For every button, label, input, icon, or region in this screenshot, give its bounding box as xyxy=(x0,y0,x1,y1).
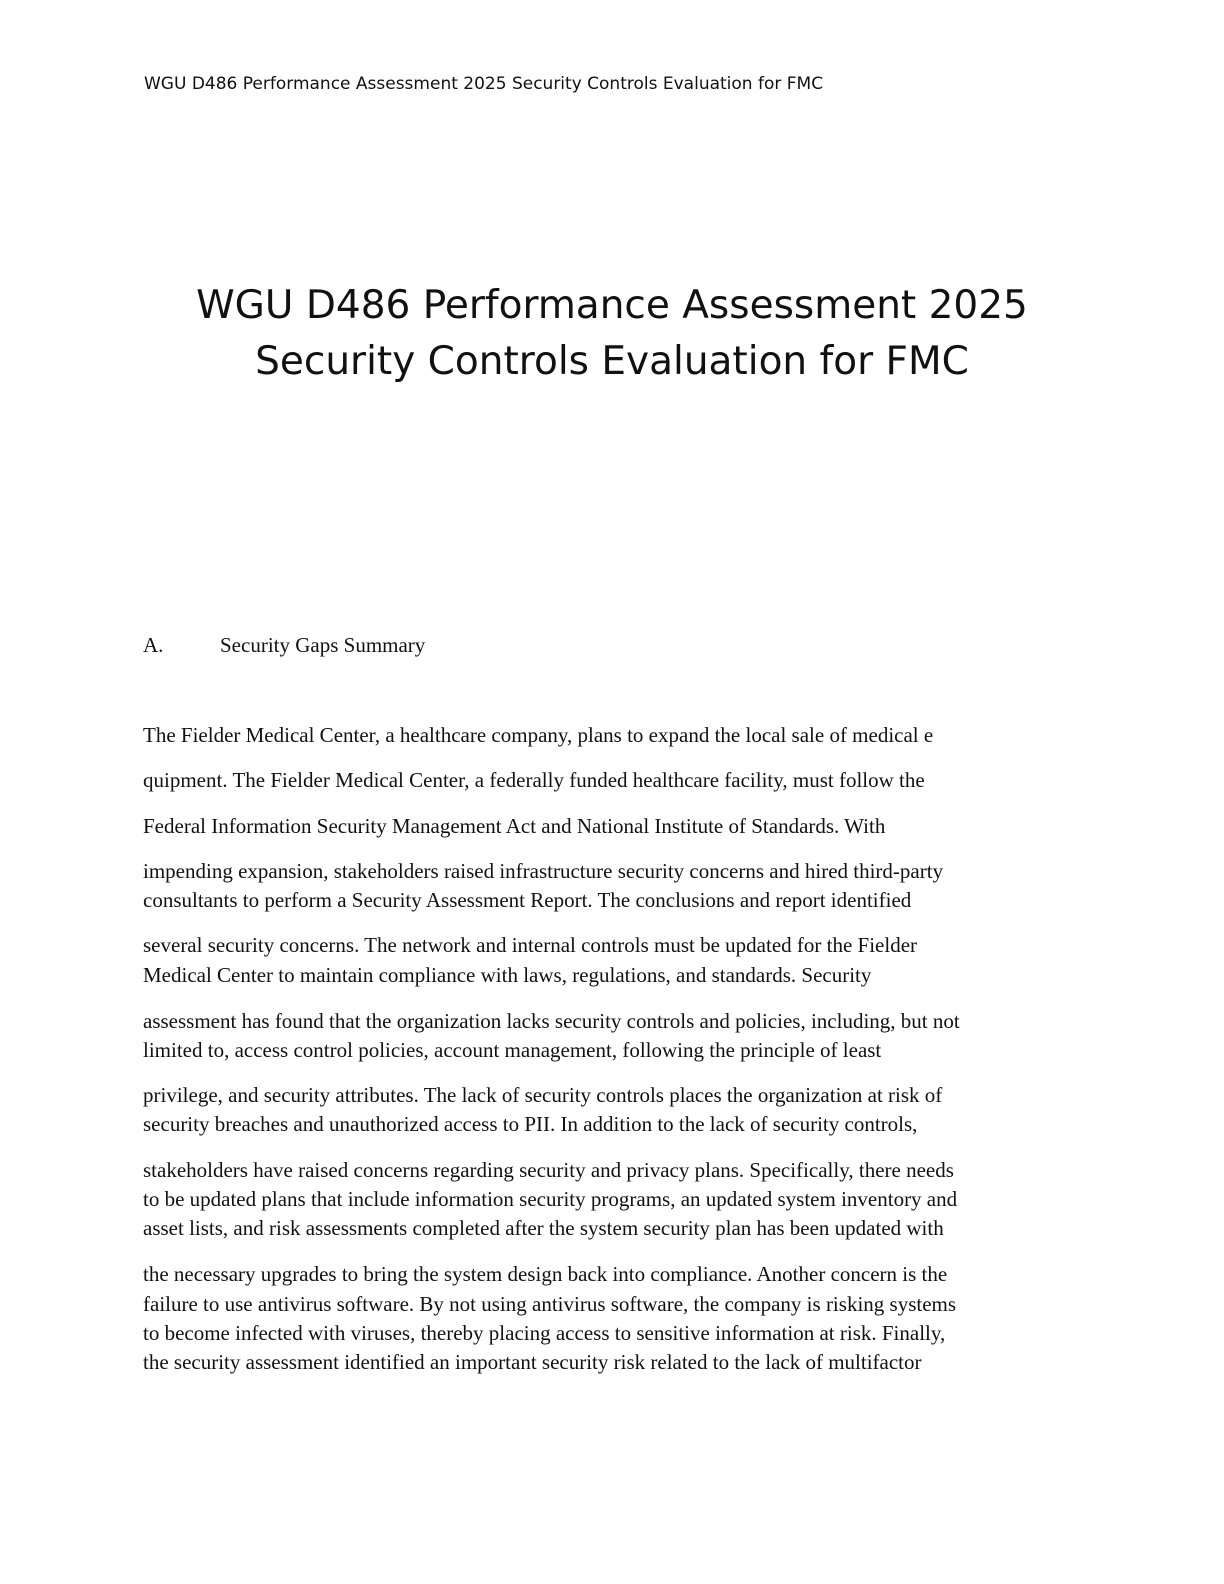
running-header: WGU D486 Performance Assessment 2025 Security Controls Evaluation for FMC xyxy=(144,74,824,94)
body-line: The Fielder Medical Center, a healthcare company, plans to expand the local sale of medical e xyxy=(143,723,934,747)
body-line: assessment has found that the organization lacks security controls and policies, including, but not xyxy=(143,1009,960,1033)
body-line: the necessary upgrades to bring the system design back into compliance. Another concern is the xyxy=(143,1262,948,1286)
body-line: to be updated plans that include information security programs, an updated system inventory and xyxy=(143,1187,958,1211)
body-line: privilege, and security attributes. The lack of security controls places the organization at risk of xyxy=(143,1083,943,1107)
body-line: quipment. The Fielder Medical Center, a federally funded healthcare facility, must follow the xyxy=(143,768,925,792)
body-line: consultants to perform a Security Assessment Report. The conclusions and report identified xyxy=(143,888,912,912)
body-line: Medical Center to maintain compliance with laws, regulations, and standards. Security xyxy=(143,963,872,987)
body-line: to become infected with viruses, thereby placing access to sensitive information at risk. Finally, xyxy=(143,1321,946,1345)
section-letter: A. xyxy=(143,633,164,657)
body-line: several security concerns. The network and internal controls must be updated for the Fielder xyxy=(143,933,918,957)
document-title-line-2: Security Controls Evaluation for FMC xyxy=(255,339,969,384)
section-label: Security Gaps Summary xyxy=(220,633,426,657)
body-line: impending expansion, stakeholders raised infrastructure security concerns and hired third-party xyxy=(143,859,944,883)
body-line: security breaches and unauthorized access to PII. In addition to the lack of security controls, xyxy=(143,1112,918,1136)
body-line: stakeholders have raised concerns regarding security and privacy plans. Specifically, there needs xyxy=(143,1158,954,1182)
body-line: asset lists, and risk assessments completed after the system security plan has been updated with xyxy=(143,1216,944,1240)
body-line: failure to use antivirus software. By not using antivirus software, the company is risking systems xyxy=(143,1292,957,1316)
body-line: limited to, access control policies, account management, following the principle of least xyxy=(143,1038,882,1062)
document-title-line-1: WGU D486 Performance Assessment 2025 xyxy=(196,283,1028,328)
body-line: Federal Information Security Management Act and National Institute of Standards. With xyxy=(143,814,886,838)
body-line: the security assessment identified an important security risk related to the lack of multifactor xyxy=(143,1350,922,1374)
